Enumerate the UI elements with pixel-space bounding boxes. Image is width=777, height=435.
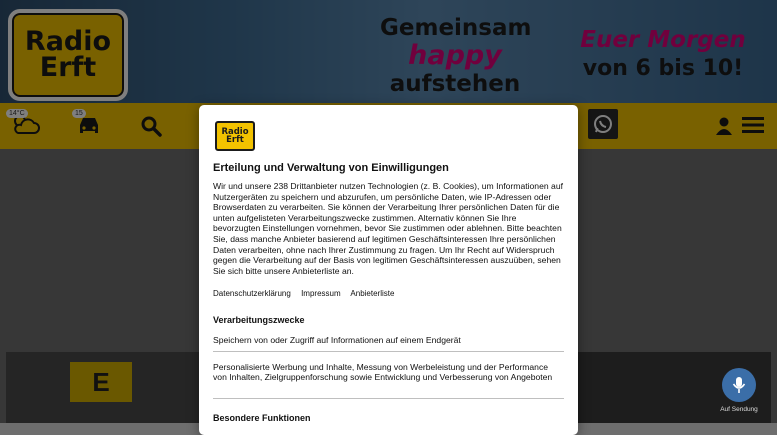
purposes-heading: Verarbeitungszwecke — [213, 315, 305, 325]
dialog-title: Erteilung und Verwaltung von Einwilligungen — [213, 162, 449, 174]
purpose-item-storage[interactable]: Speichern von oder Zugriff auf Informationen auf einem Endgerät — [213, 335, 461, 345]
dialog-logo-line2: Erft — [226, 135, 244, 145]
microphone-icon — [732, 376, 746, 394]
live-radio-button[interactable] — [722, 368, 756, 402]
dialog-body-text: Wir und unsere 238 Drittanbieter nutzen Technologien (z. B. Cookies), um Informationen auf Nutzergeräten zu speichern und abzurufen, um persönliche Daten, wie IP-Adressen oder Browserdaten zu verarbeiten. Sie können der Verarbeitung Ihrer persönlichen Daten für die unten aufgelisteten Verarbeitungszwecke zustimmen. Alternativ können Sie Ihre bevorzugten Einstellungen vornehmen, bevor Sie zustimmen oder ablehnen. Bitte beachten Sie, dass manche Anbieter basierend auf legitimen Geschäftsinteressen Ihre persönlichen Daten verarbeiten, ohne nach Ihrer Zustimmung zu fragen. Um Ihr Recht auf Widerspruch gegen die Verarbeitung auf der Basis von legitimen Geschäftsinteressen auszuüben, sehen Sie sich bitte unsere Anbieterliste an. — [213, 181, 563, 276]
purpose-divider — [213, 398, 564, 399]
purpose-item-personalised-ads[interactable]: Personalisierte Werbung und Inhalte, Messung von Werbeleistung und der Performance von Inhalten, Zielgruppenforschung sowie Entwicklung und Verbesserung von Angeboten — [213, 362, 553, 383]
imprint-link[interactable]: Impressum — [301, 289, 341, 298]
vendor-list-link[interactable]: Anbieterliste — [350, 289, 395, 298]
dialog-logo-line1: Radio — [221, 126, 249, 137]
live-radio-label: Auf Sendung — [720, 406, 758, 413]
dialog-logo — [215, 121, 255, 151]
consent-dialog — [199, 105, 578, 435]
special-features-heading: Besondere Funktionen — [213, 413, 311, 423]
purpose-divider — [213, 351, 564, 352]
privacy-policy-link[interactable]: Datenschutzerklärung — [213, 289, 291, 298]
dialog-links — [213, 289, 402, 298]
